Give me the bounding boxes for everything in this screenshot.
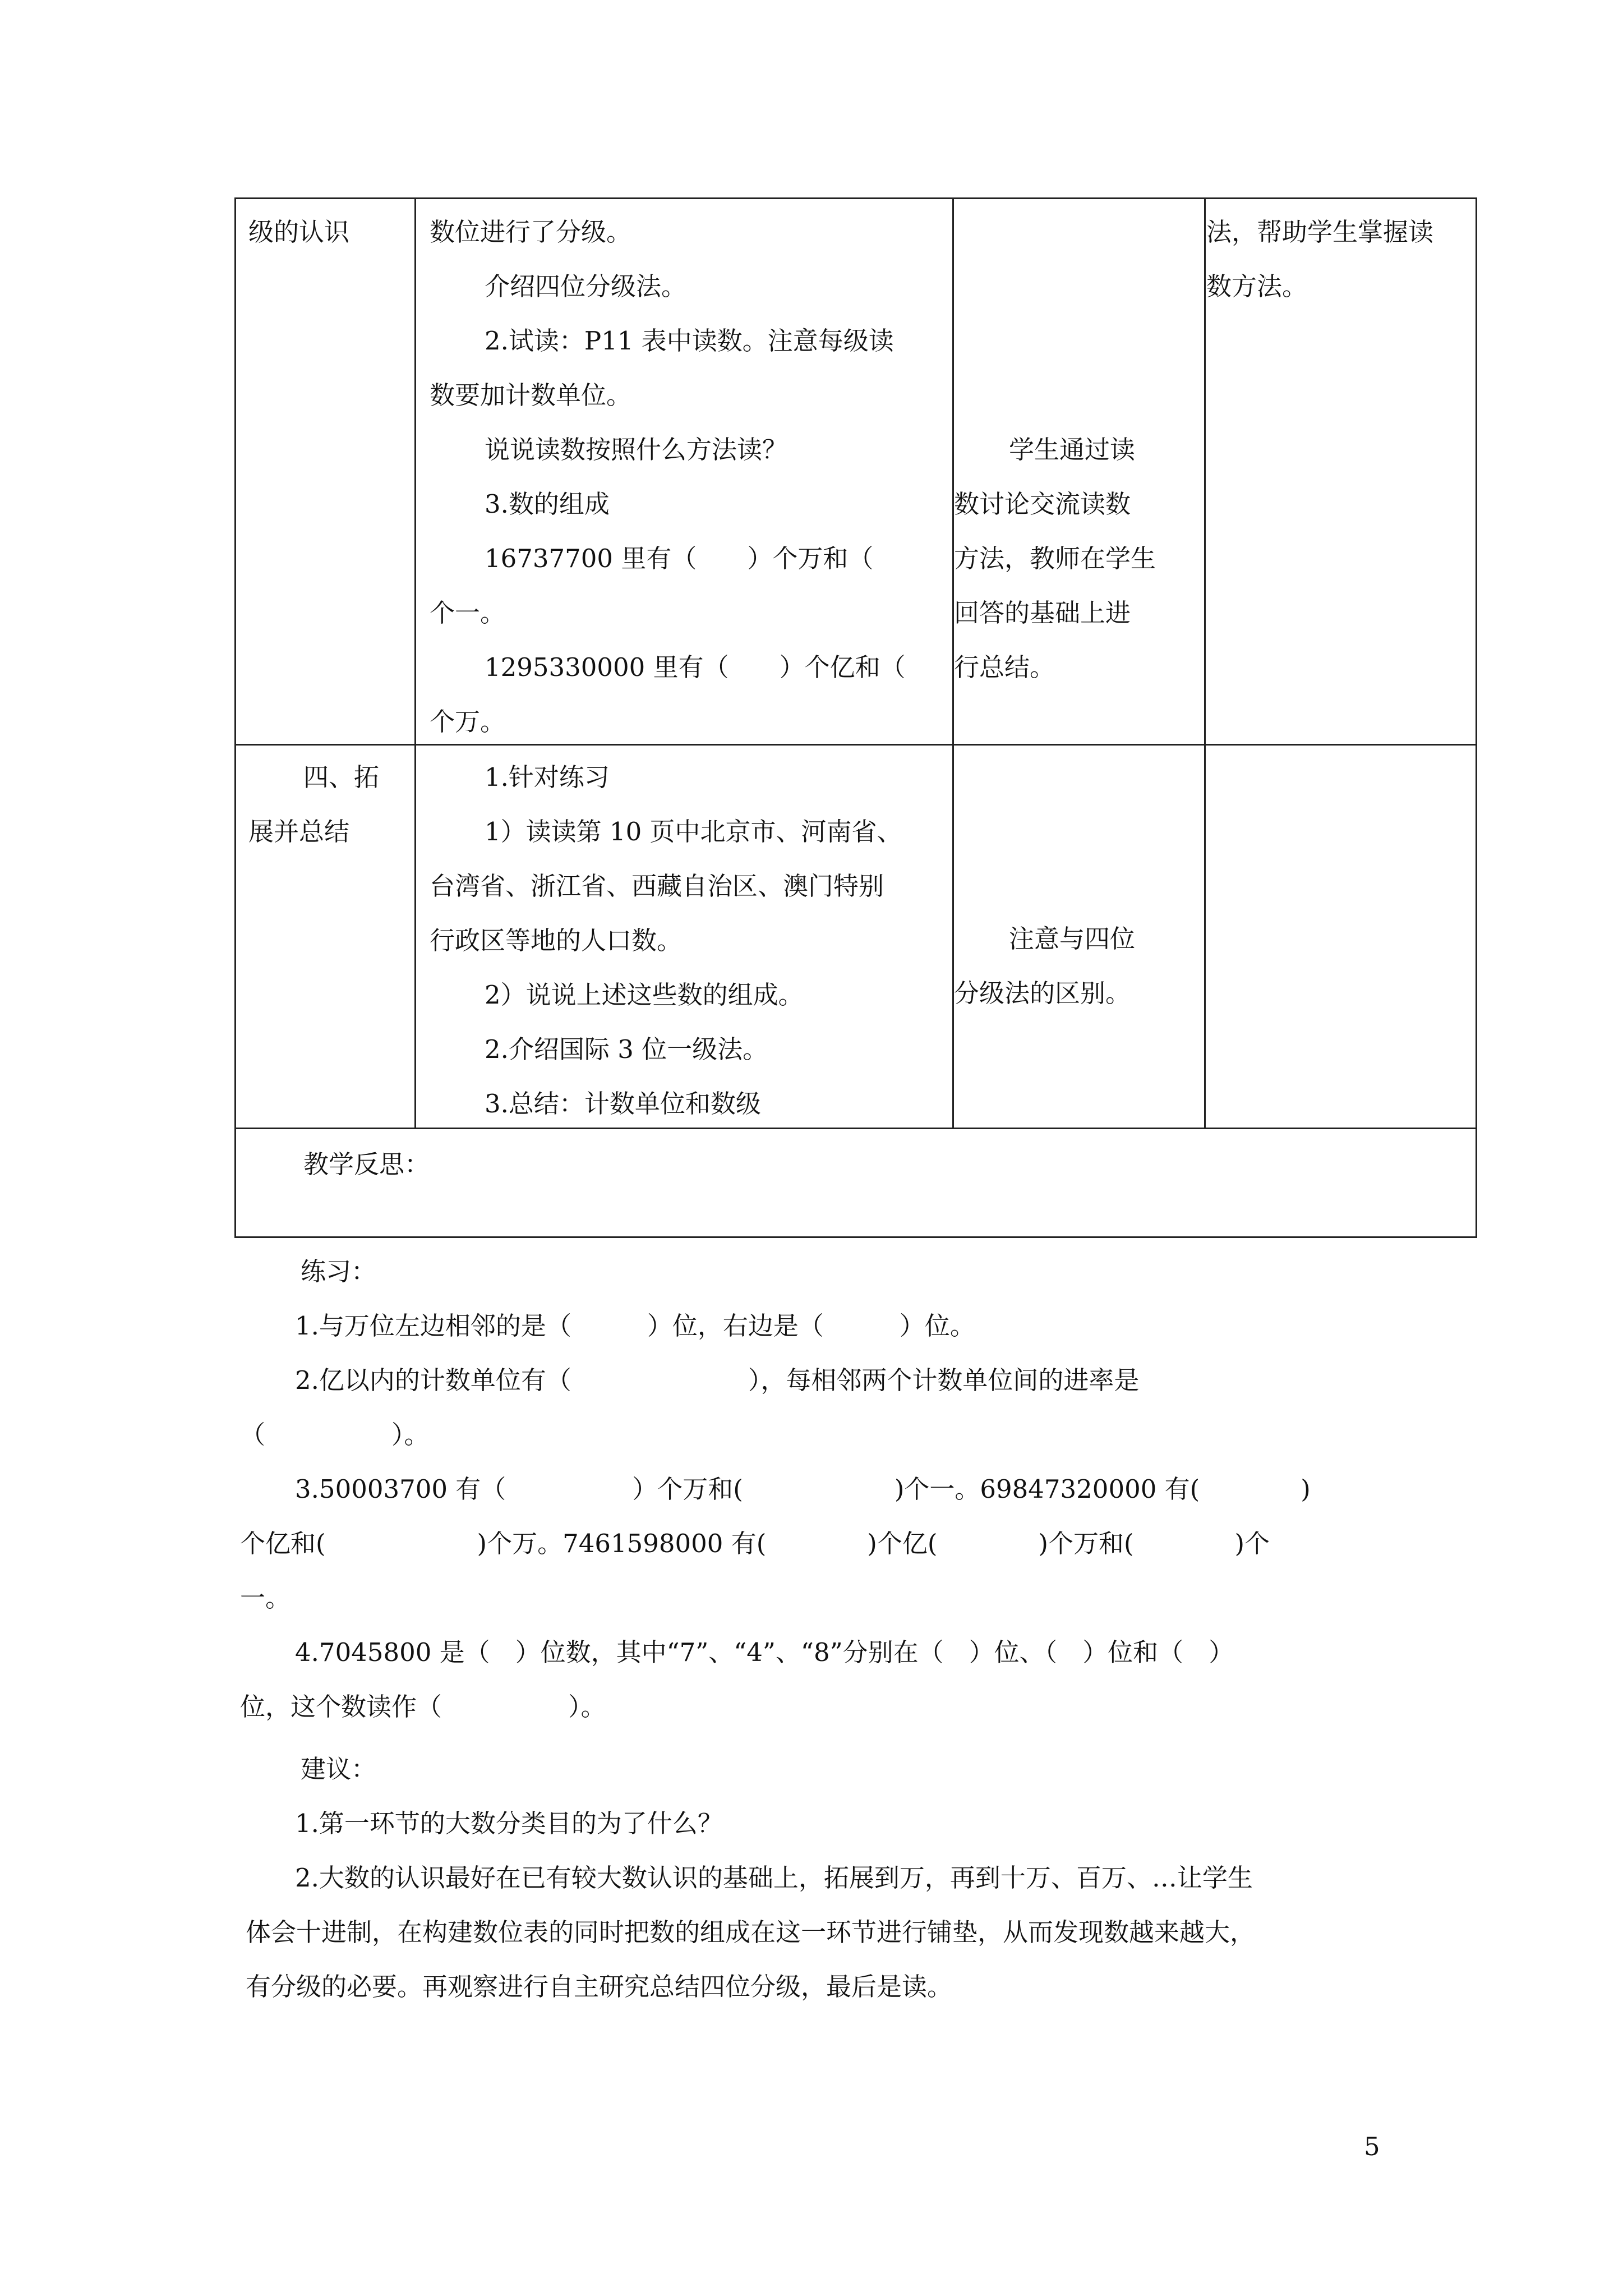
column-divider (414, 199, 416, 1128)
exercise-2: 2.亿以内的计数单位有（ ），每相邻两个计数单位间的进率是 (295, 1365, 1140, 1395)
exercise-4: 4.7045800 是（ ）位数，其中“7”、“4”、“8”分别在（ ）位、（ ）位和（ ） (295, 1637, 1234, 1667)
column-divider (1204, 199, 1206, 1128)
exercises-title: 练习： (301, 1257, 377, 1286)
row1-process-cell: 数位进行了分级。 介绍四位分级法。 2.试读：P11 表中读数。注意每级读 数要加计数单位。 说说读数按照什么方法读？ 3.数的组成 16737700 里有（ ）个万和（ 个一。 1295330000 里有（ ）个亿和（ 个万。 (430, 217, 906, 737)
suggestion-1: 1.第一环节的大数分类目的为了什么？ (295, 1809, 723, 1838)
exercise-3-cont: 个亿和( )个万。7461598000 有( )个亿( )个万和( )个 (240, 1529, 1270, 1558)
row1-activity-cell: 学生通过读 数讨论交流读数 方法，教师在学生 回答的基础上进 行总结。 (954, 435, 1156, 682)
exercise-3: 3.50003700 有（ ）个万和( )个一。69847320000 有( ) (295, 1474, 1311, 1504)
page-number: 5 (1364, 2132, 1380, 2161)
row2-process-cell: 1.针对练习 1）读读第 10 页中北京市、河南省、 台湾省、浙江省、西藏自治区、澳门特别 行政区等地的人口数。 2）说说上述这些数的组成。 2.介绍国际 3 位一级法。 3.总结：计数单位和数级 (430, 762, 902, 1119)
suggestion-2-cont: 体会十进制，在构建数位表的同时把数的组成在这一环节进行铺垫，从而发现数越来越大， (246, 1917, 1256, 1947)
suggestion-2: 2.大数的认识最好在已有较大数认识的基础上，拓展到万，再到十万、百万、…让学生 (295, 1863, 1253, 1893)
row1-stage-cell: 级的认识 (248, 217, 350, 247)
suggestion-2-cont: 有分级的必要。再观察进行自主研究总结四位分级，最后是读。 (246, 1972, 953, 2001)
exercises-section (240, 1244, 1401, 1734)
teaching-reflection-label: 教学反思： (303, 1149, 430, 1179)
suggestions-title: 建议： (301, 1754, 377, 1784)
exercise-4-cont: 位，这个数读作（ ）。 (240, 1692, 606, 1722)
lesson-table (234, 197, 1477, 1238)
row1-intent-cell: 法，帮助学生掌握读 数方法。 (1206, 217, 1434, 301)
row2-stage-cell: 四、拓 展并总结 (248, 762, 380, 846)
exercise-1: 1.与万位左边相邻的是（ ）位，右边是（ ）位。 (295, 1311, 975, 1341)
exercise-3-cont: 一。 (240, 1583, 291, 1613)
row2-activity-cell: 注意与四位 分级法的区别。 (954, 924, 1136, 1008)
exercise-2-cont: （ ）。 (240, 1420, 430, 1450)
suggestions-section (246, 1742, 1401, 2014)
